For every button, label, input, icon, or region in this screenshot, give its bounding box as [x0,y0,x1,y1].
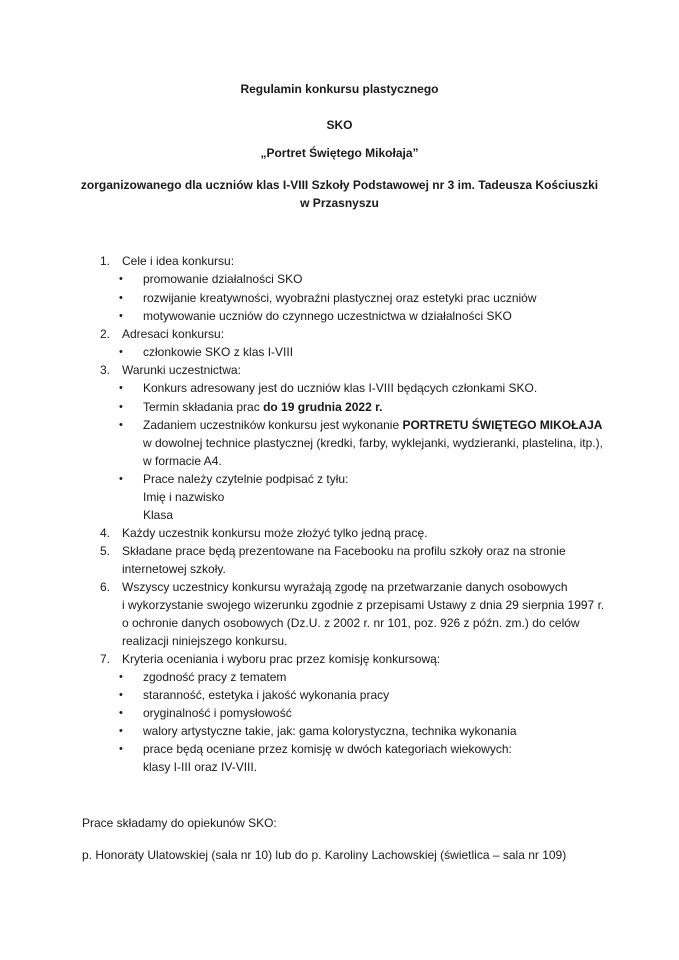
bullet-icon: • [119,401,123,413]
section-number: 6. [100,580,111,594]
bullet-icon: • [119,689,123,701]
bullet-icon: • [119,419,123,431]
section-number: 1. [100,254,111,268]
section-title: Adresaci konkursu: [122,327,225,341]
bullet-icon: • [119,382,123,394]
section-number: 5. [100,544,111,558]
organizer-line: zorganizowanego dla uczniów klas I-VIII Szkoły Podstawowej nr 3 im. Tadeusza Kościuszki [80,178,599,192]
bullet-icon: • [119,707,123,719]
document-title: Regulamin konkursu plastycznego [240,82,439,96]
section-number: 3. [100,363,111,377]
bullet-icon: • [119,273,123,285]
bullet-icon: • [119,346,123,358]
organizer-city: w Przasnyszu [300,196,379,210]
document-page: Regulamin konkursu plastycznego SKO „Portret Świętego Mikołaja” zorganizowanego dla uczniów klas I-VIII Szkoły Podstawowej nr 3 im. Tadeusza Kościuszki w Przasnyszu 1. Cele i idea konkursu: • promowanie działalności SKO • rozwijanie kreatywności, wyobraźni plastycznej oraz estetyki prac uczniów • motywowanie uczniów do czynnego uczestnictwa w działalności SKO 2. Adresaci konkursu: • członkowie SKO z klas I-VIII 3. Warunki uczestnictwa: • Konkurs adresowany jest do uczniów klas I-VIII będących członkami SKO. • Termin składania prac do 19 grudnia 2022 r. • Zadaniem uczestników konkursu jest wykonanie PORTRETU ŚWIĘTEGO MIKOŁAJA w dowolnej technice plastycznej (kredki, farby, wyklejanki, wydzieranki, plastelina, itp.), w formacie A4. • Prace należy czytelnie podpisać z tyłu: Imię i nazwisko Klasa 4. Każdy uczestnik konkursu może złożyć tylko jedną pracę. 5. Składane prace będą prezentowane na Facebooku na profilu szkoły oraz na stronie internetowej szkoły. 6. Wszyscy uczestnicy konkursu wyrażają zgodę na przetwarzanie danych osobowych i wykorzystanie swojego wizerunku zgodnie z przepisami Ustawy z dnia 29 sierpnia 1997 r. o ochronie danych osobowych (Dz.U. z 2002 r. nr 101, poz. 926 z późn. zm.) do celów realizacji niniejszego konkursu. 7. Kryteria oceniania i wyboru prac przez komisję konkursową: • zgodność pracy z tematem • staranność, estetyka i jakość wykonania pracy • oryginalność i pomysłowość • walory artystyczne takie, jak: gama kolorystyczna, technika wykonania • prace będą oceniane przez komisję w dwóch kategoriach wiekowych: klasy I-III oraz IV-VIII. Prace składamy do opiekunów SKO: p. Honoraty Ulatowskiej (sala nr 10) lub do p. Karoliny Lachowskiej (świetlica – sala nr 109) [0,0,679,960]
section-title: Kryteria oceniania i wyboru prac przez komisję konkursową: [122,652,441,666]
deadline-date: do 19 grudnia 2022 r. [263,400,383,414]
document-subtitle-sko: SKO [326,118,353,132]
section-number: 7. [100,652,111,666]
section-title: Warunki uczestnictwa: [122,363,241,377]
section-number: 2. [100,327,111,341]
bullet-icon: • [119,292,123,304]
bullet-icon: • [119,725,123,737]
bullet-icon: • [119,310,123,322]
contest-name: „Portret Świętego Mikołaja” [260,146,419,160]
section-number: 4. [100,526,111,540]
bullet-icon: • [119,671,123,683]
section-title: Cele i idea konkursu: [122,254,235,268]
bullet-icon: • [119,743,123,755]
contest-theme: PORTRETU ŚWIĘTEGO MIKOŁAJA [402,418,603,432]
bullet-icon: • [119,473,123,485]
